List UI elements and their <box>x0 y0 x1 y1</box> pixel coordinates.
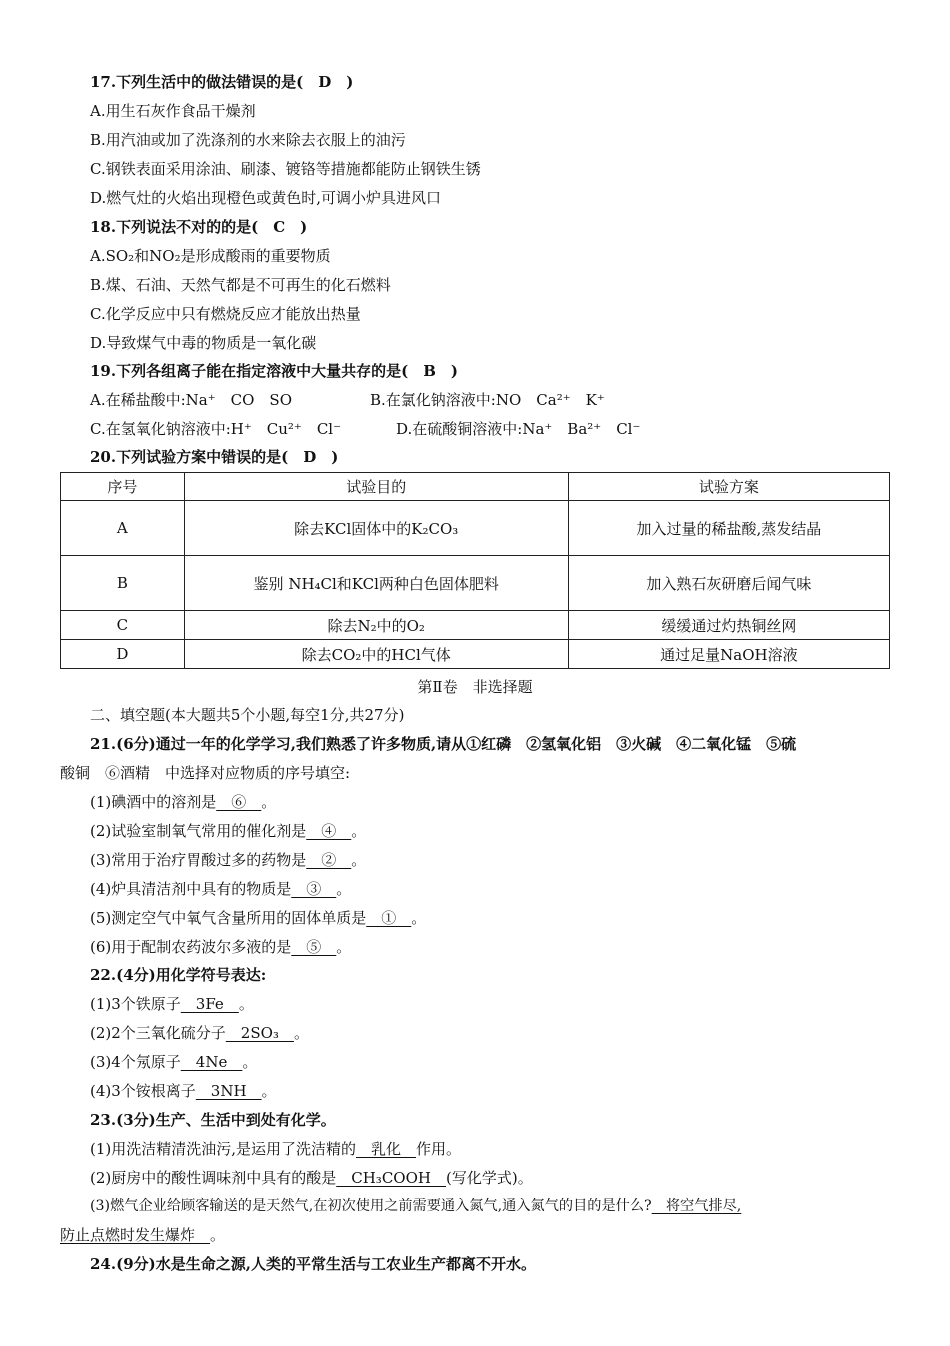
item-prefix: (2)试验室制氧气常用的催化剂是 <box>90 822 307 840</box>
question-19-stem: 19.下列各组离子能在指定溶液中大量共存的是( B ) <box>90 362 458 380</box>
table-header-row <box>61 473 890 501</box>
table-cell: C <box>61 611 185 640</box>
item-prefix: (1)碘酒中的溶剂是 <box>90 793 217 811</box>
table-header-cell: 序号 <box>61 473 185 501</box>
item-prefix: (1)3个铁原子 <box>90 995 181 1013</box>
item-prefix: (3)常用于治疗胃酸过多的药物是 <box>90 851 307 869</box>
section-2-title: 第Ⅱ卷 非选择题 <box>417 678 533 696</box>
answer-blank: 防止点燃时发生爆炸 <box>60 1226 211 1244</box>
answer-blank: 4Ne <box>180 1053 243 1071</box>
question-19-option-b: B.在氯化钠溶液中:NO Ca²⁺ K⁺ <box>370 391 605 409</box>
question-17-option-c: C.钢铁表面采用涂油、刷漆、镀铬等措施都能防止钢铁生锈 <box>90 160 481 178</box>
item-suffix: 。 <box>336 880 352 898</box>
table-cell: 加入过量的稀盐酸,蒸发结晶 <box>568 501 889 556</box>
item-suffix: 。 <box>351 851 367 869</box>
question-19-option-a: A.在稀盐酸中:Na⁺ CO SO <box>90 391 292 409</box>
question-22-item <box>90 1081 277 1101</box>
table-row <box>61 640 890 669</box>
question-20-stem: 20.下列试验方案中错误的是( D ) <box>90 448 339 466</box>
question-21-stem-line2: 酸铜 ⑥酒精 中选择对应物质的序号填空: <box>60 764 351 782</box>
table-cell: 加入熟石灰研磨后闻气味 <box>568 556 889 611</box>
item-prefix: (4)3个铵根离子 <box>90 1082 196 1100</box>
question-24-line <box>90 1254 536 1274</box>
table-cell: A <box>61 501 185 556</box>
item-suffix: 。 <box>261 1082 277 1100</box>
experiment-table <box>60 472 890 669</box>
question-22-stem: 22.(4分)用化学符号表达: <box>90 966 267 984</box>
question-21-item <box>90 792 276 812</box>
item-suffix: 。 <box>238 995 254 1013</box>
item-suffix: 。 <box>336 938 352 956</box>
answer-blank: 将空气排尽, <box>651 1198 742 1214</box>
item-suffix: 。 <box>411 909 427 927</box>
table-row <box>61 611 890 640</box>
question-22-item <box>90 1052 257 1072</box>
question-23-item-3-cont <box>60 1225 225 1245</box>
question-18-option-c: C.化学反应中只有燃烧反应才能放出热量 <box>90 305 361 323</box>
item-suffix: 。 <box>261 793 277 811</box>
table-row <box>61 556 890 611</box>
item-suffix: (写化学式)。 <box>445 1169 533 1187</box>
question-21-stem-line1 <box>90 734 796 754</box>
question-22-item <box>90 1023 309 1043</box>
answer-blank: ⑤ <box>291 938 337 956</box>
table-cell: 缓缓通过灼热铜丝网 <box>568 611 889 640</box>
table-row <box>61 501 890 556</box>
item-prefix: (2)2个三氧化硫分子 <box>90 1024 226 1042</box>
answer-blank: 2SO₃ <box>225 1024 294 1042</box>
question-21-stem: 21.(6分)通过一年的化学学习,我们熟悉了许多物质,请从①红磷 ②氢氧化铝 ③火碱 ④二氧化锰 ⑤硫 <box>90 735 797 753</box>
question-17-option-b: B.用汽油或加了洗涤剂的水来除去衣服上的油污 <box>90 131 406 149</box>
question-23-item-3 <box>90 1196 741 1216</box>
answer-blank: ② <box>306 851 352 869</box>
question-18-option-d: D.导致煤气中毒的物质是一氧化碳 <box>90 334 317 352</box>
answer-blank: 3Fe <box>180 995 239 1013</box>
table-header-cell: 试验目的 <box>184 473 568 501</box>
answer-blank: 乳化 <box>356 1140 417 1158</box>
question-22-item <box>90 994 254 1014</box>
question-23-stem: 23.(3分)生产、生活中到处有化学。 <box>90 1111 336 1129</box>
question-18-stem: 18.下列说法不对的的是( C ) <box>90 218 308 236</box>
question-19-option-c: C.在氢氧化钠溶液中:H⁺ Cu²⁺ Cl⁻ <box>90 420 342 438</box>
item-suffix: 。 <box>293 1024 309 1042</box>
answer-blank: ① <box>366 909 412 927</box>
question-23-item <box>90 1168 533 1188</box>
question-21-item <box>90 850 366 870</box>
question-17-option-d: D.燃气灶的火焰出现橙色或黄色时,可调小炉具进风口 <box>90 189 442 207</box>
item-suffix: 。 <box>210 1226 226 1244</box>
table-header-cell: 试验方案 <box>568 473 889 501</box>
table-cell: D <box>61 640 185 669</box>
question-17-stem: 17.下列生活中的做法错误的是( D ) <box>90 73 354 91</box>
question-18-option-a: A.SO₂和NO₂是形成酸雨的重要物质 <box>90 247 331 265</box>
answer-blank: ④ <box>306 822 352 840</box>
item-prefix: (2)厨房中的酸性调味剂中具有的酸是 <box>90 1169 337 1187</box>
table-cell: 鉴别 NH₄Cl和KCl两种白色固体肥料 <box>184 556 568 611</box>
table-cell: 除去CO₂中的HCl气体 <box>184 640 568 669</box>
answer-blank: CH₃COOH <box>336 1169 446 1187</box>
question-21-item <box>90 879 351 899</box>
item-prefix: (3)4个氖原子 <box>90 1053 181 1071</box>
item-suffix: 作用。 <box>416 1140 462 1158</box>
question-21-item <box>90 908 426 928</box>
question-17-option-a: A.用生石灰作食品干燥剂 <box>90 102 256 120</box>
table-cell: 通过足量NaOH溶液 <box>568 640 889 669</box>
section-2-subtitle: 二、填空题(本大题共5个小题,每空1分,共27分) <box>90 706 405 724</box>
item-suffix: 。 <box>351 822 367 840</box>
table-cell: 除去N₂中的O₂ <box>184 611 568 640</box>
item-prefix: (5)测定空气中氧气含量所用的固体单质是 <box>90 909 367 927</box>
question-21-item <box>90 821 366 841</box>
question-24-stem: 24.(9分)水是生命之源,人类的平常生活与工农业生产都离不开水。 <box>90 1255 536 1273</box>
item-prefix: (1)用洗洁精清洗油污,是运用了洗洁精的 <box>90 1140 357 1158</box>
question-23-item <box>90 1139 461 1159</box>
answer-blank: ③ <box>291 880 337 898</box>
table-cell: 除去KCl固体中的K₂CO₃ <box>184 501 568 556</box>
question-21-item <box>90 937 351 957</box>
question-19-option-d: D.在硫酸铜溶液中:Na⁺ Ba²⁺ Cl⁻ <box>396 420 641 438</box>
item-prefix: (4)炉具清洁剂中具有的物质是 <box>90 880 292 898</box>
item-prefix: (6)用于配制农药波尔多液的是 <box>90 938 292 956</box>
answer-blank: ⑥ <box>216 793 262 811</box>
item-suffix: 。 <box>242 1053 258 1071</box>
item-prefix: (3)燃气企业给顾客输送的是天然气,在初次使用之前需要通入氮气,通入氮气的目的是什么? <box>90 1198 652 1214</box>
question-18-option-b: B.煤、石油、天然气都是不可再生的化石燃料 <box>90 276 391 294</box>
table-cell: B <box>61 556 185 611</box>
answer-blank: 3NH <box>195 1082 262 1100</box>
